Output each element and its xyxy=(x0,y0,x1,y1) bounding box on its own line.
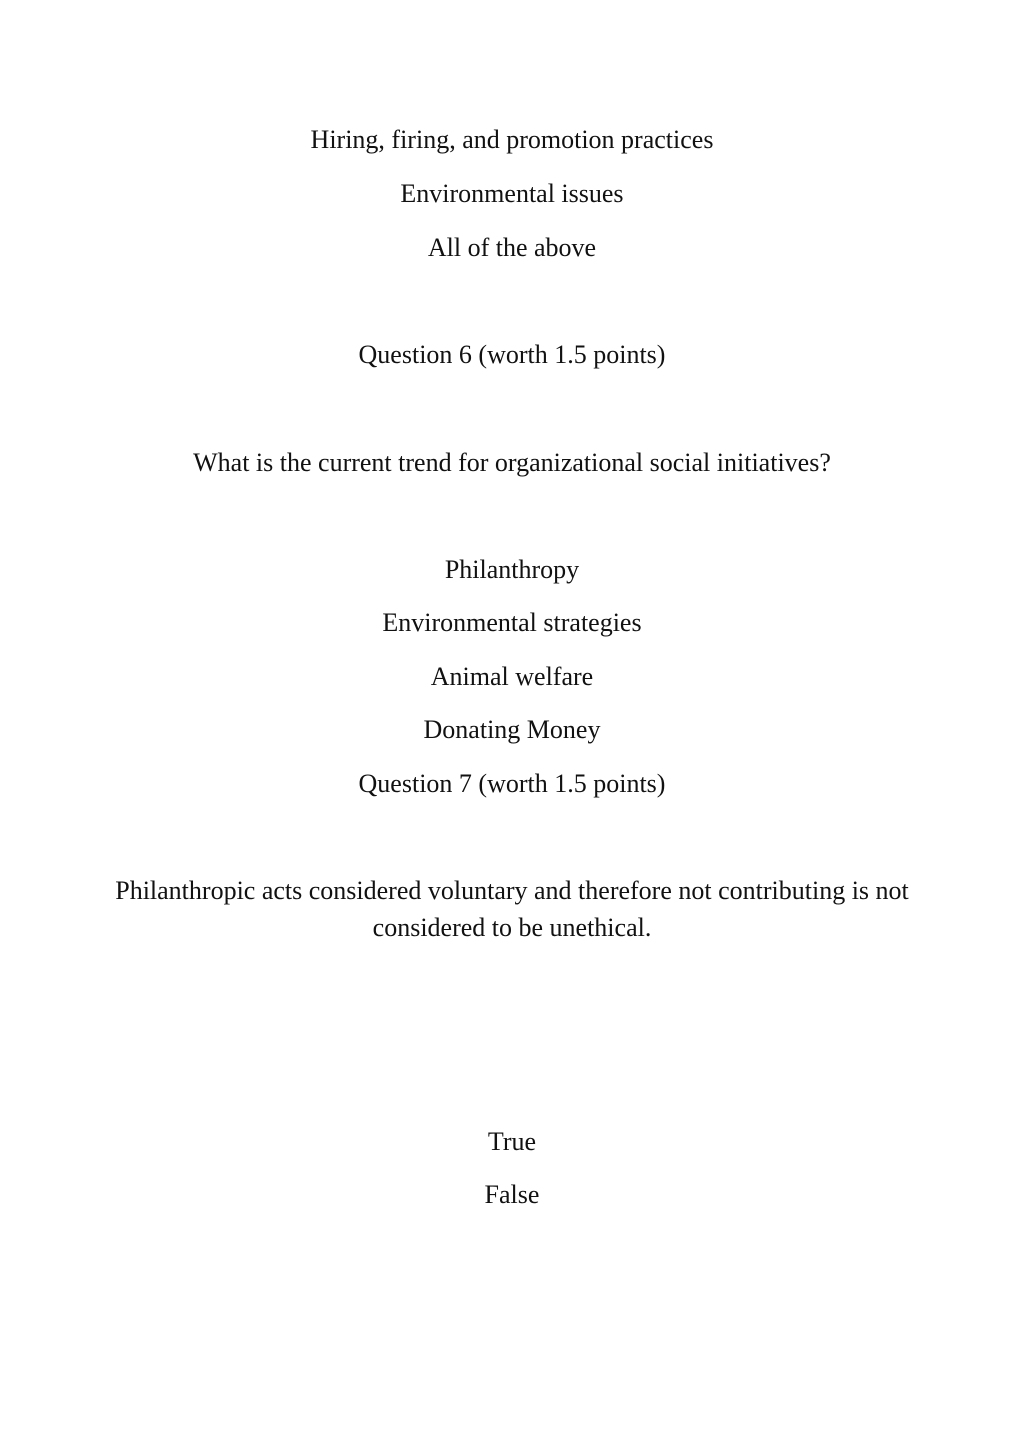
question-heading: Question 7 (worth 1.5 points) xyxy=(358,769,666,798)
answer-option[interactable]: Environmental issues xyxy=(400,179,624,208)
answer-option[interactable]: Donating Money xyxy=(423,715,601,744)
question-prompt: What is the current trend for organizational social initiatives? xyxy=(193,448,831,477)
answer-option[interactable]: Environmental strategies xyxy=(382,608,642,637)
answer-option[interactable]: True xyxy=(487,1127,537,1156)
answer-option[interactable]: Animal welfare xyxy=(430,662,594,691)
answer-option[interactable]: False xyxy=(484,1180,540,1209)
question-prompt: Philanthropic acts considered voluntary and therefore not contributing is not considered to be unethical. xyxy=(115,876,909,942)
question-heading: Question 6 (worth 1.5 points) xyxy=(358,340,666,369)
answer-option[interactable]: All of the above xyxy=(427,233,597,262)
answer-option[interactable]: Hiring, firing, and promotion practices xyxy=(310,125,714,154)
answer-option[interactable]: Philanthropy xyxy=(444,555,580,584)
